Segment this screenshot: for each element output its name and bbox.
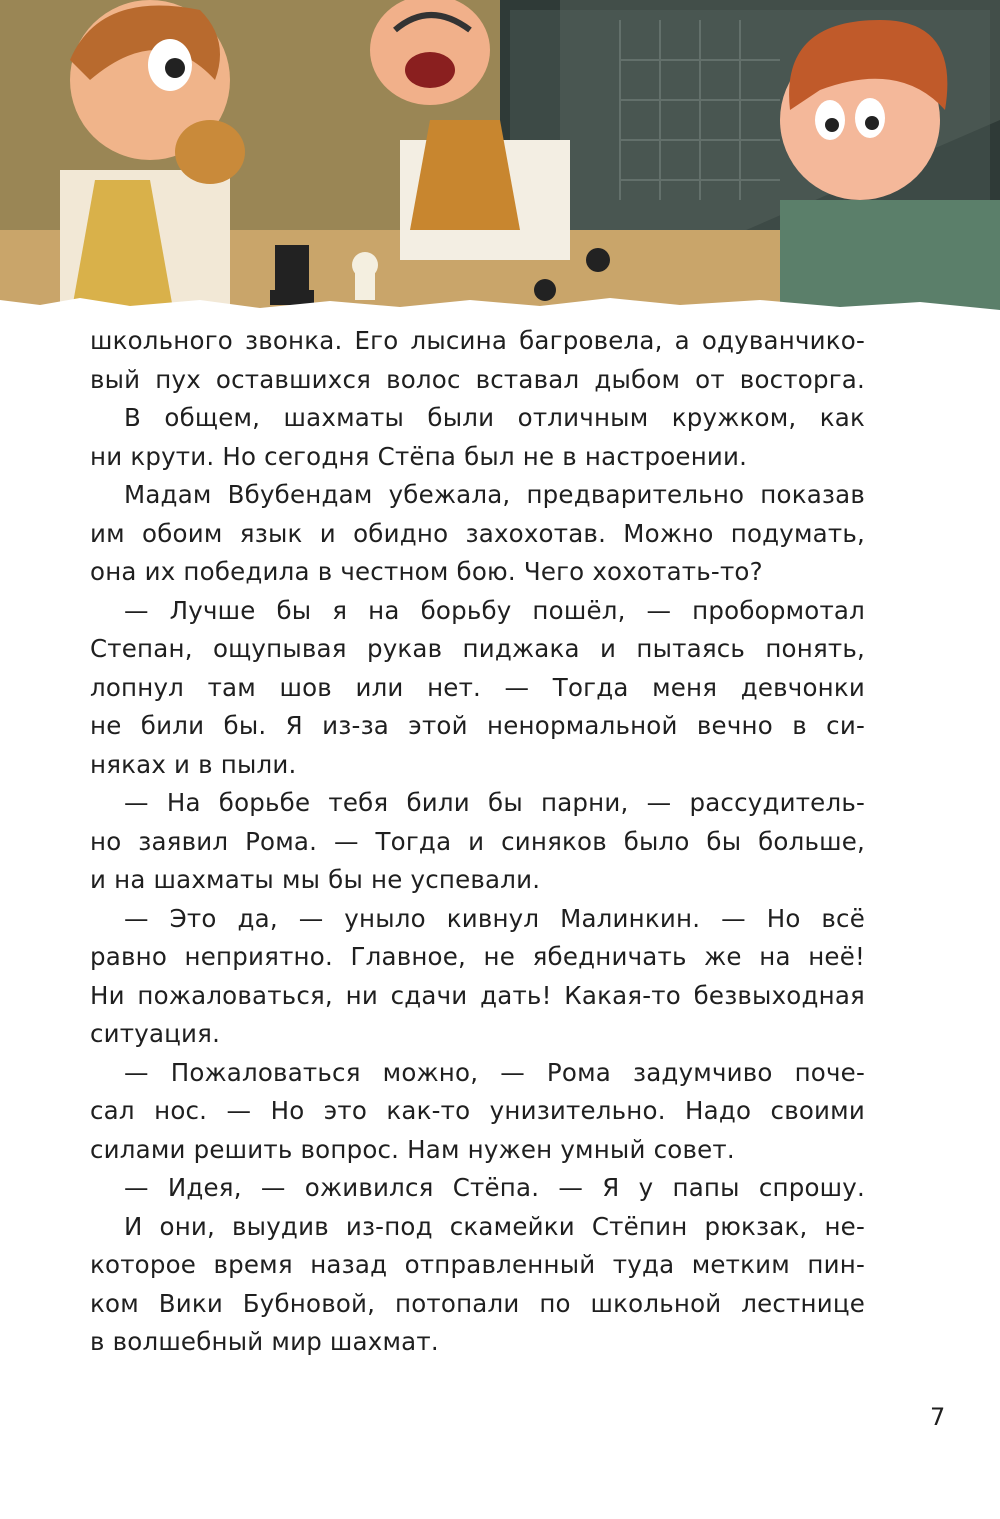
text-line: лопнул там шов или нет. — Тогда меня девчонки xyxy=(90,672,865,702)
text-line: В общем, шахматы были отличным кружком, как xyxy=(124,403,865,432)
text-line: им обоим язык и обидно захохотав. Можно подумать, xyxy=(90,518,865,548)
text-line: в волшебный мир шахмат. xyxy=(90,1327,439,1356)
text-line: сал нос. — Но это как-то унизительно. Надо своими xyxy=(90,1096,865,1125)
body-text xyxy=(90,322,865,1362)
text-line: она их победила в честном бою. Чего хохотать-то? xyxy=(90,557,763,586)
text-line: школьного звонка. Его лысина багровела, а одуванчико- xyxy=(90,326,865,355)
illustration-image xyxy=(0,0,1000,330)
text-line: — Пожаловаться можно, — Рома задумчиво поче- xyxy=(124,1057,865,1087)
text-line: ком Вики Бубновой, потопали по школьной лестнице xyxy=(90,1288,865,1318)
text-line: равно неприятно. Главное, не ябедничать же на неё! xyxy=(90,942,865,971)
text-line: ни крути. Но сегодня Стёпа был не в настроении. xyxy=(90,441,748,471)
text-line: Мадам Вбубендам убежала, предварительно показав xyxy=(124,480,865,509)
page-number: 7 xyxy=(930,1403,946,1431)
text-line: — На борьбе тебя били бы парни, — рассудитель- xyxy=(124,788,865,817)
text-line: — Идея, — оживился Стёпа. — Я у папы спрошу. xyxy=(124,1173,865,1202)
text-line: но заявил Рома. — Тогда и синяков было бы больше, xyxy=(90,826,865,856)
text-line: — Лучше бы я на борьбу пошёл, — пробормотал xyxy=(124,595,865,625)
text-line: которое время назад отправленный туда метким пин- xyxy=(90,1250,865,1279)
text-line: ситуация. xyxy=(90,1019,221,1048)
text-line: Ни пожаловаться, ни сдачи дать! Какая-то безвыходная xyxy=(90,980,865,1010)
text-line: не били бы. Я из-за этой ненормальной вечно в си- xyxy=(90,711,865,740)
text-line: — Это да, — уныло кивнул Малинкин. — Но всё xyxy=(124,903,865,933)
text-line: Степан, ощупывая рукав пиджака и пытаясь понять, xyxy=(90,634,865,663)
illustration xyxy=(0,0,1000,330)
text-line: силами решить вопрос. Нам нужен умный совет. xyxy=(90,1134,735,1164)
text-line: и на шахматы мы бы не успевали. xyxy=(90,865,541,894)
text-line: И они, выудив из-под скамейки Стёпин рюкзак, не- xyxy=(124,1211,865,1241)
text-line: няках и в пыли. xyxy=(90,749,297,779)
text-line: вый пух оставшихся волос вставал дыбом от восторга. xyxy=(90,364,865,394)
